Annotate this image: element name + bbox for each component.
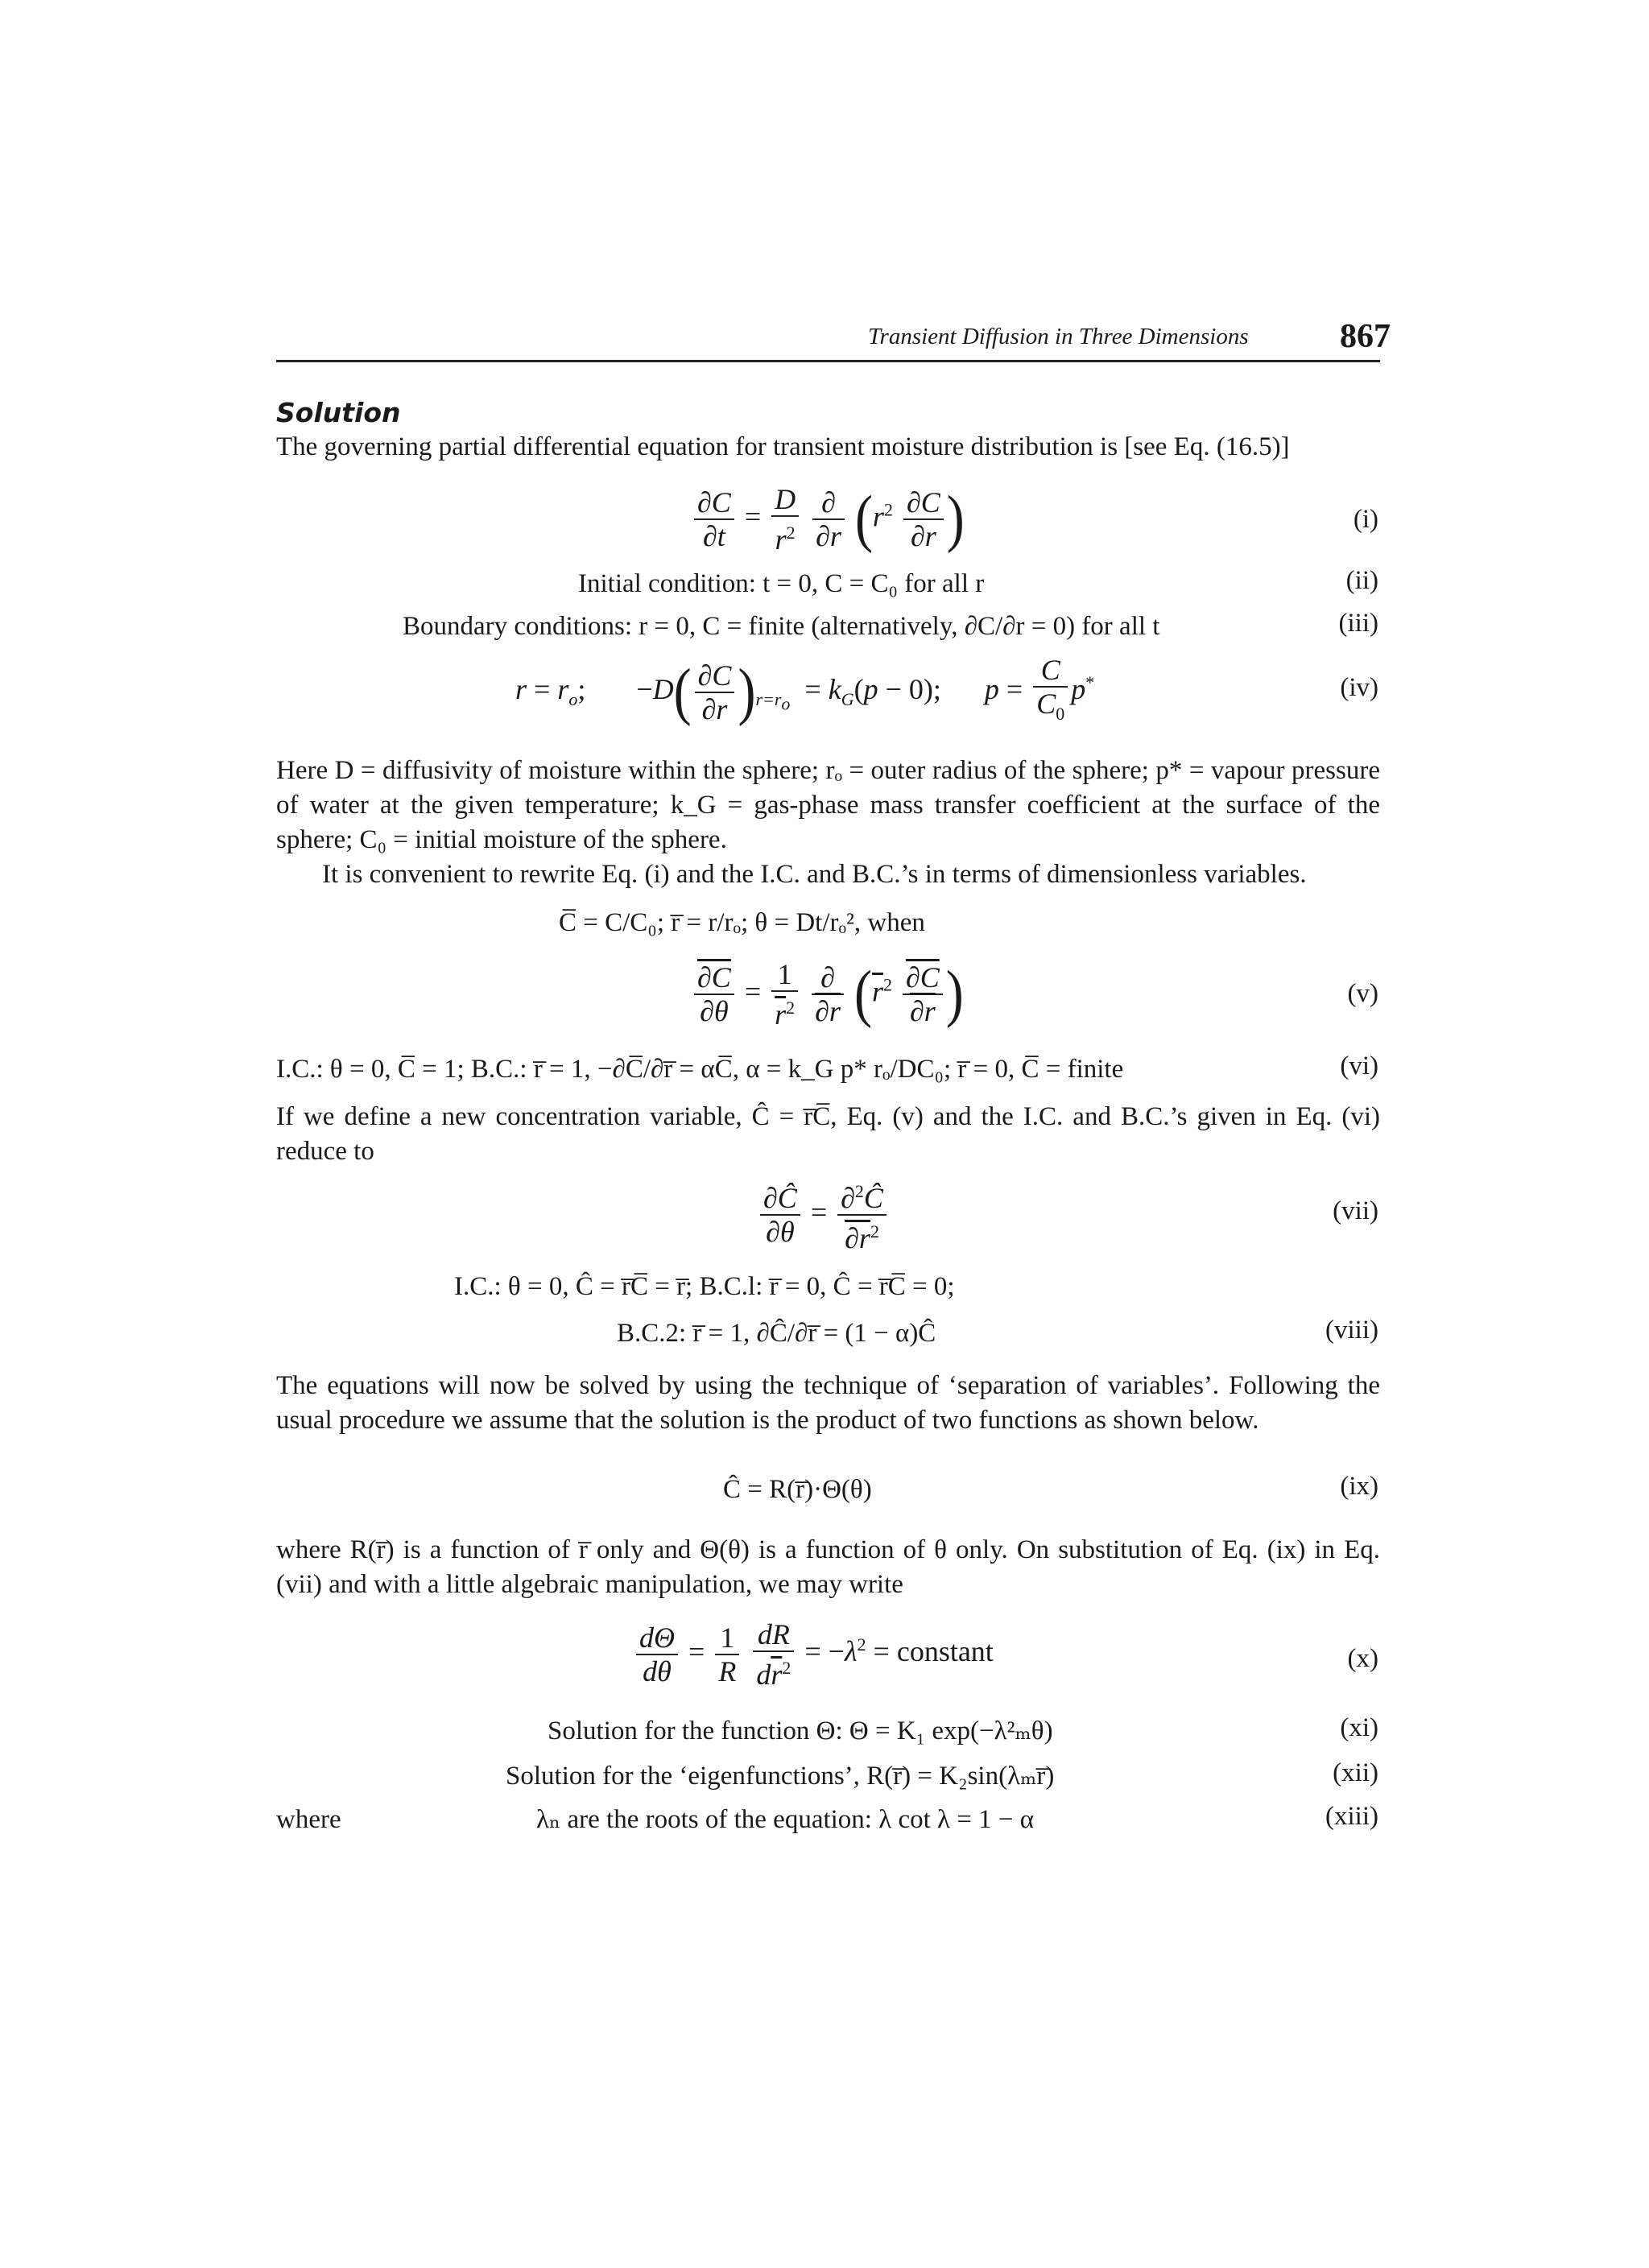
equation-label-iii: (iii) — [1338, 609, 1378, 638]
equation-xi: Solution for the function Θ: Θ = K₁ exp(−λ²ₘθ) — [548, 1716, 1053, 1745]
equation-vi: I.C.: θ = 0, C̅ = 1; B.C.: r̅ = 1, −∂C̅/∂r̅ = αC̅, α = k_G p* rₒ/DC₀; r̅ = 0, C̅ = finite — [276, 1055, 1124, 1084]
header-rule — [276, 360, 1380, 362]
equation-label-v: (v) — [1347, 979, 1378, 1008]
section-heading: Solution — [276, 397, 401, 428]
equation-x: $\frac{d\Theta}{d\theta}$ = $\frac{1}{R}$ $\frac{dR}{d\overline{r}^2}$ = $-\lambda^2$ = constant — [633, 1618, 994, 1691]
running-title: Transient Diffusion in Three Dimensions — [868, 324, 1249, 349]
equation-label-ii: (ii) — [1345, 566, 1378, 595]
paragraph-where-r: where R(r̅) is a function of r̅ only and Θ(θ) is a function of θ only. On substitution of Eq. (ix) in Eq. (vii) and with a little algebraic manipulation, we may write — [276, 1535, 1380, 1599]
intro-paragraph: The governing partial differential equation for transient moisture distribution is [see Eq. (16.5)] — [276, 432, 1290, 461]
equation-label-xiii: (xiii) — [1325, 1802, 1378, 1831]
equation-i: $\frac{\partial C}{\partial t}$ = $\frac{D}{r^2}$ $\frac{\partial}{\partial r}$ ($r^2$ $\frac{\partial C}{\partial r}$ ) — [691, 483, 965, 556]
equation-label-i: (i) — [1353, 505, 1378, 534]
equation-xii: Solution for the ‘eigenfunctions’, R(r̅) = K₂sin(λₘr̅) — [506, 1762, 1055, 1791]
equation-ii: Initial condition: t = 0, C = C₀ for all r — [578, 569, 985, 598]
equation-label-x: (x) — [1347, 1644, 1378, 1673]
equation-xiii: λₙ are the roots of the equation: λ cot λ = 1 − α — [536, 1805, 1035, 1834]
equation-iv: $r = r_o$; −D( $\frac{\partial C}{\partial r}$ )$_{r=r_o} = k_G(p - 0)$; p = $\frac{C}{C_0}$ p* — [515, 654, 1095, 727]
equation-label-xii: (xii) — [1333, 1758, 1378, 1787]
equation-label-iv: (iv) — [1340, 673, 1378, 702]
paragraph-new-variable: If we define a new concentration variable, Ĉ = r̅C̅, Eq. (v) and the I.C. and B.C.’s given in Eq. (vi) reduce to — [276, 1102, 1380, 1166]
equation-viii-bc2: B.C.2: r̅ = 1, ∂Ĉ/∂r̅ = (1 − α)Ĉ — [617, 1319, 936, 1348]
page-number: 867 — [1340, 318, 1391, 355]
equation-label-viii: (viii) — [1325, 1316, 1378, 1345]
equation-label-vi: (vi) — [1340, 1051, 1378, 1080]
paragraph-convenient: It is convenient to rewrite Eq. (i) and the I.C. and B.C.’s in terms of dimensionless variables. — [322, 860, 1307, 889]
equation-viii-ic: I.C.: θ = 0, Ĉ = r̅C̅ = r̅; B.C.l: r̅ = 0, Ĉ = r̅C̅ = 0; — [454, 1272, 955, 1301]
where-word: where — [276, 1805, 341, 1834]
dimensionless-variables: C̅ = C/C₀; r̅ = r/rₒ; θ = Dt/rₒ², when — [559, 908, 925, 937]
equation-iii: Boundary conditions: r = 0, C = finite (alternatively, ∂C/∂r = 0) for all t — [403, 612, 1160, 641]
paragraph-separation: The equations will now be solved by using the technique of ‘separation of variables’. Following the usual procedure we assume that the solution is the product of two functions as shown below. — [276, 1371, 1380, 1435]
equation-label-xi: (xi) — [1340, 1713, 1378, 1742]
paragraph-here-d: Here D = diffusivity of moisture within the sphere; rₒ = outer radius of the sphere; p* = vapour pressure of water at the given temperature; k_G = gas-phase mass transfer coefficient at the surface of the sphere; C₀ = initial moisture of the sphere. — [276, 756, 1380, 854]
equation-vii: $\frac{\partial Ĉ}{\partial\theta}$ = $\frac{\partial^2Ĉ}{\partial r^2}$ — [757, 1175, 890, 1254]
equation-label-ix: (ix) — [1340, 1472, 1378, 1501]
equation-label-vii: (vii) — [1333, 1196, 1378, 1225]
equation-v: $\frac{\partial C}{\partial\theta}$ = $\frac{1}{\overline{r}^2}$ $\frac{\partial}{\partial r}$ ($\overline{r}^2$ $\frac{\partial C}{\partial r}$ ) — [691, 958, 964, 1031]
equation-ix: Ĉ = R(r̅)·Θ(θ) — [723, 1475, 872, 1504]
